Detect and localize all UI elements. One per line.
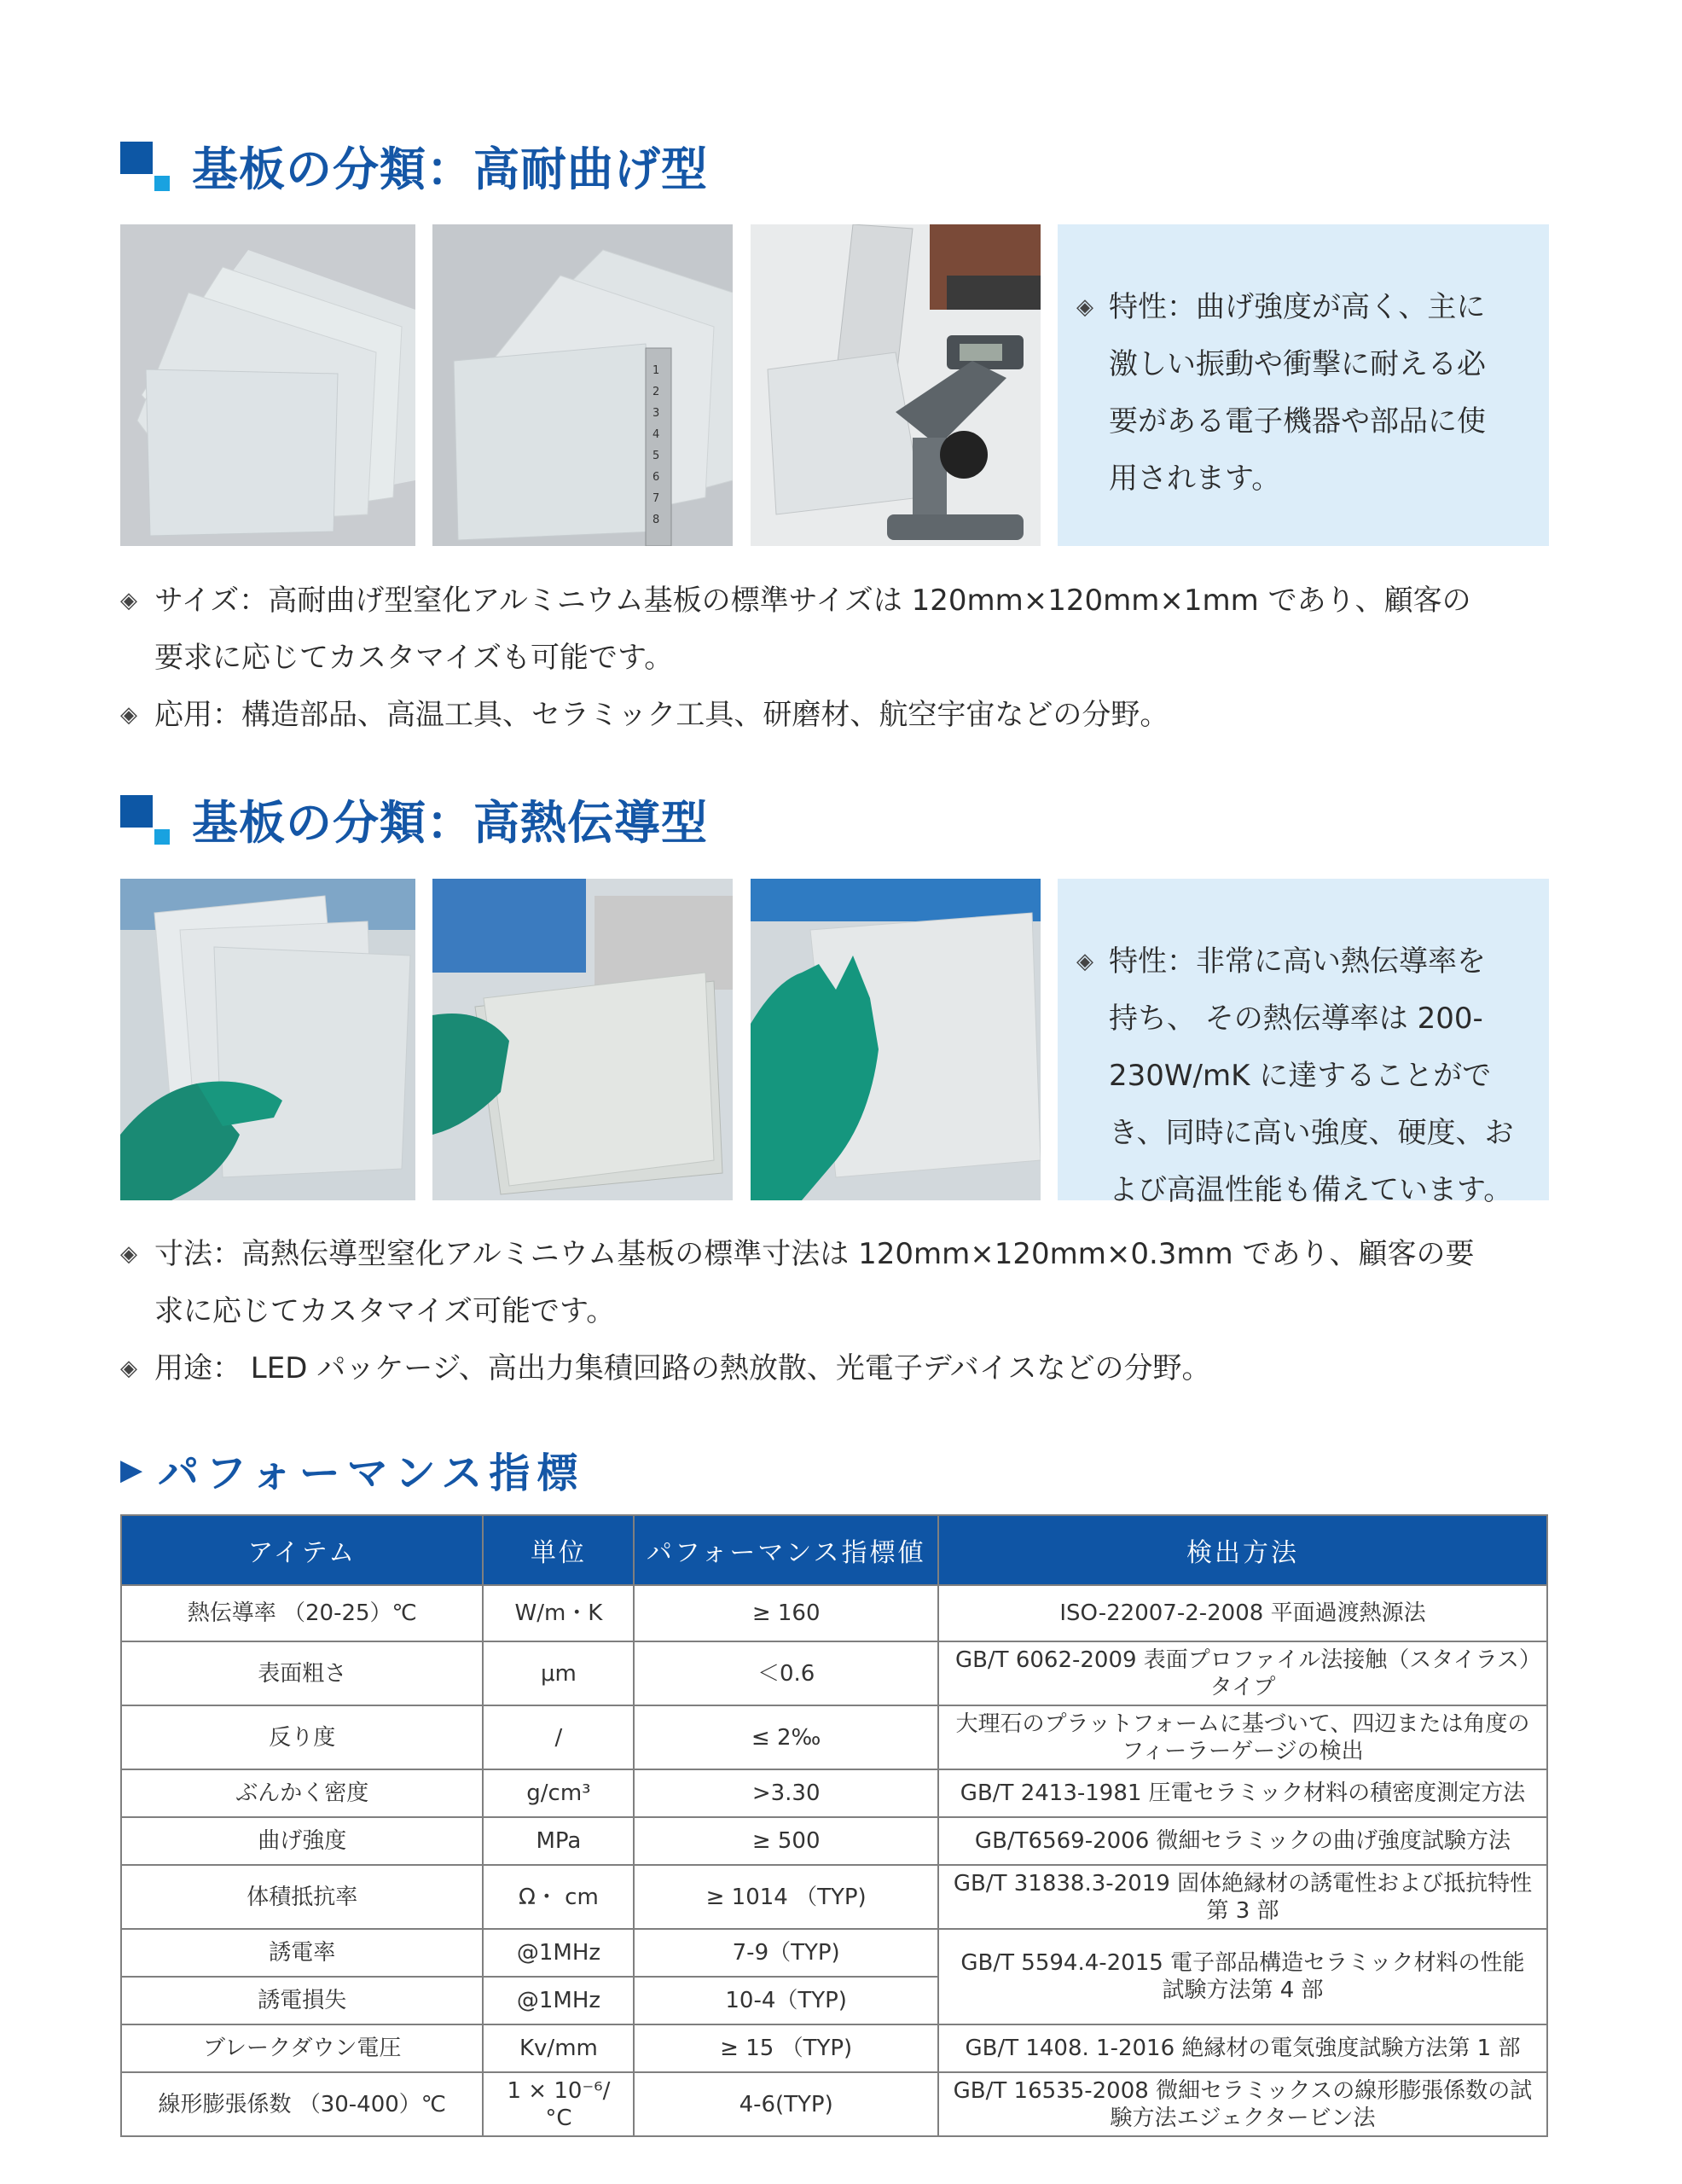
cell-item: 線形膨張係数 （30-400）℃ — [121, 2072, 483, 2136]
cell-method: GB/T6569-2006 微細セラミックの曲げ強度試験方法 — [938, 1817, 1547, 1865]
svg-text:8: 8 — [652, 514, 660, 526]
cell-value: ≥ 1014 （TYP) — [634, 1865, 938, 1929]
cell-value: ≥ 15 （TYP) — [634, 2024, 938, 2072]
diamond-bullet-icon: ◈ — [120, 702, 137, 728]
cell-unit: W/m・K — [483, 1585, 634, 1641]
section-heading: 基板の分類：高熱伝導型 — [192, 796, 708, 850]
performance-table — [120, 1514, 1548, 2137]
table-row — [121, 2072, 1547, 2136]
feature-text: 230W/mK に達することがで — [1109, 1059, 1492, 1093]
cell-value: 10-4（TYP) — [634, 1977, 938, 2024]
feature-text: 激しい振動や衝撃に耐える必 — [1109, 347, 1486, 381]
section-title-thermal — [120, 787, 708, 852]
header-unit: 単位 — [483, 1515, 634, 1585]
photo-thickness-gauge — [751, 224, 1041, 546]
cell-item: ブレークダウン電圧 — [121, 2024, 483, 2072]
cell-unit: @1MHz — [483, 1977, 634, 2024]
svg-text:4: 4 — [652, 428, 660, 441]
cell-item: 曲げ強度 — [121, 1817, 483, 1865]
svg-text:7: 7 — [652, 492, 660, 505]
bullet-text: 用途： LED パッケージ、高出力集積回路の熱放散、光電子デバイスなどの分野。 — [154, 1351, 1211, 1385]
cell-method: GB/T 2413-1981 圧電セラミック材料の積密度測定方法 — [938, 1769, 1547, 1817]
section-title-bending — [120, 133, 708, 199]
feature-text: 特性：曲げ強度が高く、主に — [1109, 290, 1486, 324]
bullet-text: 求に応じてカスタマイズ可能です。 — [154, 1294, 616, 1328]
cell-unit: / — [483, 1705, 634, 1769]
cell-item: 表面粗さ — [121, 1641, 483, 1705]
table-row — [121, 1705, 1547, 1769]
cell-item: 体積抵抗率 — [121, 1865, 483, 1929]
cell-unit: 1 × 10⁻⁶/°C — [483, 2072, 634, 2136]
svg-text:5: 5 — [652, 450, 660, 462]
feature-text: き、同時に高い強度、硬度、お — [1109, 1116, 1514, 1150]
bullets-bending — [120, 572, 1553, 744]
svg-text:2: 2 — [652, 386, 660, 398]
diamond-bullet-icon: ◈ — [1076, 949, 1093, 974]
feature-text: 特性：非常に高い熱伝導率を — [1109, 944, 1486, 979]
title-square-icon — [120, 795, 170, 845]
feature-text: よび高温性能も備えています。 — [1109, 1173, 1513, 1207]
diamond-bullet-icon: ◈ — [120, 1241, 137, 1267]
section-heading: 基板の分類：高耐曲げ型 — [192, 142, 708, 196]
cell-value: ≥ 160 — [634, 1585, 938, 1641]
cell-item: 熱伝導率 （20-25）℃ — [121, 1585, 483, 1641]
bullet-text: 応用：構造部品、高温工具、セラミック工具、研磨材、航空宇宙などの分野。 — [154, 698, 1169, 732]
header-value: パフォーマンス指標値 — [634, 1515, 938, 1585]
feature-text: 用されます。 — [1109, 462, 1281, 496]
cell-method: GB/T 31838.3-2019 固体絶縁材の誘電性および抵抗特性第 3 部 — [938, 1865, 1547, 1929]
svg-text:6: 6 — [652, 471, 660, 484]
feature-text: 要がある電子機器や部品に使 — [1109, 404, 1486, 439]
bullet-text: 要求に応じてカスタマイズも可能です。 — [154, 641, 674, 675]
cell-unit: g/cm³ — [483, 1769, 634, 1817]
cell-method: ISO-22007-2-2008 平面過渡熱源法 — [938, 1585, 1547, 1641]
cell-value: >3.30 — [634, 1769, 938, 1817]
cell-item: 反り度 — [121, 1705, 483, 1769]
photo-gloved-hand-sheets — [120, 879, 415, 1200]
performance-title — [120, 1440, 584, 1499]
title-square-icon — [120, 142, 170, 191]
svg-text:3: 3 — [652, 407, 660, 420]
photo-sheets-with-ruler — [432, 224, 733, 546]
table-row — [121, 1865, 1547, 1929]
cell-unit: MPa — [483, 1817, 634, 1865]
table-row — [121, 1769, 1547, 1817]
table-row — [121, 1585, 1547, 1641]
photo-stacked-sheets — [120, 224, 415, 546]
cell-unit: Kv/mm — [483, 2024, 634, 2072]
cell-method: GB/T 16535-2008 微細セラミックスの線形膨張係数の試験方法エジェクタービン法 — [938, 2072, 1547, 2136]
diamond-bullet-icon: ◈ — [120, 588, 137, 613]
diamond-bullet-icon: ◈ — [1076, 294, 1093, 320]
cell-method: GB/T 5594.4-2015 電子部品構造セラミック材料の性能試験方法第 4 部 — [938, 1929, 1547, 2024]
feature-text: 持ち、 その熱伝導率は 200- — [1109, 1002, 1483, 1036]
photo-gloved-hand-single — [751, 879, 1041, 1200]
table-row — [121, 1929, 1547, 1977]
feature-box-thermal — [1058, 879, 1549, 1207]
cell-method: 大理石のプラットフォームに基づいて、四辺または角度のフィーラーゲージの検出 — [938, 1705, 1547, 1769]
cell-value: ＜0.6 — [634, 1641, 938, 1705]
bullet-text: サイズ：高耐曲げ型窒化アルミニウム基板の標準サイズは 120mm×120mm×1mm であり、顧客の — [154, 584, 1471, 618]
svg-text:1: 1 — [652, 364, 660, 377]
table-row — [121, 1641, 1547, 1705]
performance-heading: パフォーマンス指標 — [158, 1449, 585, 1497]
cell-value: 7-9（TYP) — [634, 1929, 938, 1977]
photo-gloved-hand-stack — [432, 879, 733, 1200]
cell-item: 誘電率 — [121, 1929, 483, 1977]
table-header-row — [121, 1515, 1547, 1585]
cell-item: 誘電損失 — [121, 1977, 483, 2024]
bullet-text: 寸法：高熱伝導型窒化アルミニウム基板の標準寸法は 120mm×120mm×0.3mm であり、顧客の要 — [154, 1237, 1475, 1271]
cell-method: GB/T 1408. 1-2016 絶縁材の電気強度試験方法第 1 部 — [938, 2024, 1547, 2072]
diamond-bullet-icon: ◈ — [120, 1356, 137, 1381]
cell-value: 4-6(TYP) — [634, 2072, 938, 2136]
cell-item: ぶんかく密度 — [121, 1769, 483, 1817]
feature-box-bending — [1058, 224, 1549, 546]
triangle-marker-icon: ▶ — [120, 1452, 143, 1487]
header-method: 検出方法 — [938, 1515, 1547, 1585]
table-row — [121, 1817, 1547, 1865]
header-item: アイテム — [121, 1515, 483, 1585]
cell-method: GB/T 6062-2009 表面プロファイル法接触（スタイラス）タイプ — [938, 1641, 1547, 1705]
cell-value: ≤ 2‰ — [634, 1705, 938, 1769]
cell-unit: μm — [483, 1641, 634, 1705]
table-row — [121, 2024, 1547, 2072]
bullets-thermal — [120, 1226, 1553, 1397]
cell-unit: @1MHz — [483, 1929, 634, 1977]
cell-unit: Ω・ cm — [483, 1865, 634, 1929]
cell-value: ≥ 500 — [634, 1817, 938, 1865]
